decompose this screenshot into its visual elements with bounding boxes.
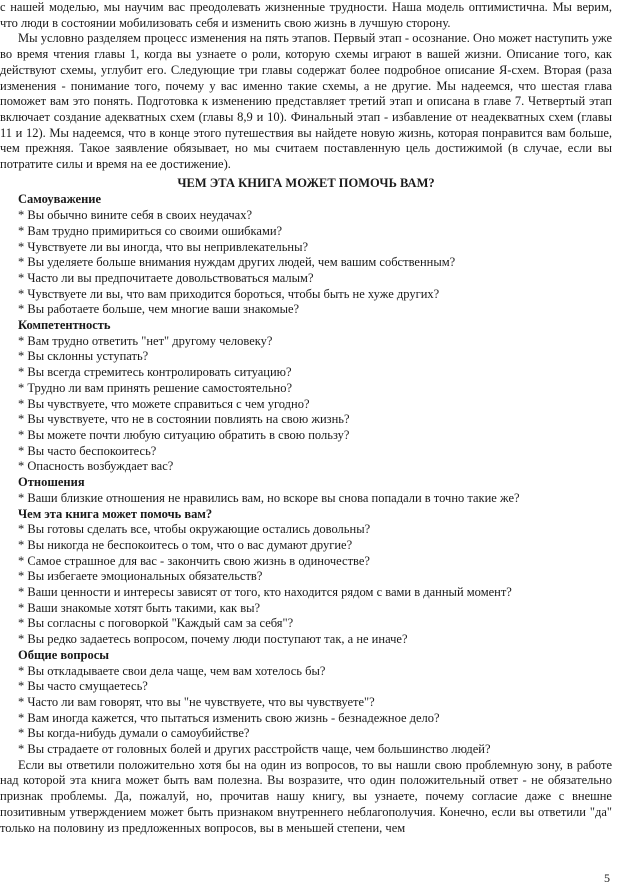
question-item: * Чувствуете ли вы иногда, что вы непривлекательны?: [18, 239, 309, 254]
question-item: * Вы никогда не беспокоитесь о том, что о вас думают другие?: [18, 537, 353, 552]
question-item: * Вы часто смущаетесь?: [18, 679, 148, 694]
closing-paragraph: Если вы ответили положительно хотя бы на один из вопросов, то вы нашли свою проблемную зону, в работе над которой эта книга может быть вам полезна. Вы возразите, что один положительный ответ - не обязательно признак проблемы. Да, пожалуй, но, прочитав нашу книгу, вы узнаете, почему согласие даже с внешне позитивным утверждением может быть признаком внутреннего неблагополучия. Конечно, если вы ответили "да" только на половину из предложенных вопросов, вы в меньшей степени, чем: [0, 757, 612, 835]
question-item: * Самое страшное для вас - закончить свою жизнь в одиночестве?: [18, 553, 370, 568]
question-item: * Ваши ценности и интересы зависят от того, кто находится рядом с вами в данный момент?: [18, 585, 512, 600]
question-item: * Вы избегаете эмоциональных обязательств?: [18, 569, 263, 584]
question-item: * Вы работаете больше, чем многие ваши знакомые?: [18, 302, 300, 317]
question-item: * Часто ли вы предпочитаете довольствоваться малым?: [18, 270, 314, 285]
section-heading: ЧЕМ ЭТА КНИГА МОЖЕТ ПОМОЧЬ ВАМ?: [177, 175, 435, 190]
question-item: * Вы когда-нибудь думали о самоубийстве?: [18, 726, 250, 741]
question-item: * Вы откладываете свои дела чаще, чем вам хотелось бы?: [18, 663, 326, 678]
page-number: 5: [604, 871, 610, 885]
section-title: Самоуважение: [18, 192, 102, 207]
question-item: * Вы можете почти любую ситуацию обратить в свою пользу?: [18, 427, 350, 442]
question-item: * Опасность возбуждает вас?: [18, 459, 174, 474]
intro-paragraph-2: Мы условно разделяем процесс изменения на пять этапов. Первый этап - осознание. Оно может наступить уже во время чтения главы 1, когда вы узнаете о роли, которую схемы играют в вашей жизни. Описание того, как действуют схемы, углубит его. Следующие три главы содержат более подробное описание Я-схем. Вторая (раза изменения - понимание того, почему у вас именно такие схемы, а не другие. Мы надеемся, что шестая глава поможет вам это понять. Подготовка к изменению представляет третий этап и описана в главе 7. Четвертый этап включает создание адекватных схем (главы 8,9 и 10). Финальный этап - избавление от неадекватных схем (главы 11 и 12). Мы надеемся, что в конце этого путешествия вы найдете новую жизнь, которая понравится вам больше, чем прежняя. Такое заявление обязывает, но мы считаем поставленную цель достижимой (в случае, если вы потратите силы и время на ее достижение).: [0, 31, 612, 172]
intro-paragraph-1: с нашей моделью, мы научим вас преодолевать жизненные трудности. Наша модель оптимистична. Мы верим, что люди в состоянии мобилизовать себя и изменить свою жизнь в лучшую сторону.: [0, 0, 612, 30]
section-title: Общие вопросы: [18, 647, 110, 662]
question-item: * Вы редко задаетесь вопросом, почему люди поступают так, а не иначе?: [18, 632, 408, 647]
question-item: * Чувствуете ли вы, что вам приходится бороться, чтобы быть не хуже других?: [18, 286, 440, 301]
question-item: * Часто ли вам говорят, что вы "не чувствуете, что вы чувствуете"?: [18, 694, 375, 709]
section-title: Чем эта книга может помочь вам?: [18, 506, 213, 521]
question-item: * Ваши близкие отношения не нравились вам, но вскоре вы снова попадали в точно такие же?: [18, 490, 520, 505]
question-item: * Вы всегда стремитесь контролировать ситуацию?: [18, 365, 292, 380]
question-sections: [0, 192, 612, 757]
question-item: * Вы уделяете больше внимания нуждам других людей, чем вашим собственным?: [18, 255, 456, 270]
section-title: Компетентность: [18, 318, 111, 333]
question-item: * Вы чувствуете, что не в состоянии повлиять на свою жизнь?: [18, 412, 350, 427]
question-item: * Вам иногда кажется, что пытаться изменить свою жизнь - безнадежное дело?: [18, 710, 440, 725]
question-item: * Вы чувствуете, что можете справиться с чем угодно?: [18, 396, 310, 411]
question-item: * Вы страдаете от головных болей и других расстройств чаще, чем большинство людей?: [18, 742, 491, 757]
section-title: Отношения: [18, 475, 85, 490]
question-item: * Вы часто беспокоитесь?: [18, 443, 157, 458]
question-item: * Ваши знакомые хотят быть такими, как вы?: [18, 600, 261, 615]
question-item: * Вам трудно ответить "нет" другому человеку?: [18, 333, 273, 348]
question-item: * Вы согласны с поговоркой "Каждый сам за себя"?: [18, 616, 294, 631]
question-item: * Вы готовы сделать все, чтобы окружающие остались довольны?: [18, 522, 371, 537]
question-item: * Вы обычно вините себя в своих неудачах?: [18, 208, 253, 223]
question-item: * Трудно ли вам принять решение самостоятельно?: [18, 380, 293, 395]
question-item: * Вы склонны уступать?: [18, 349, 149, 364]
question-item: * Вам трудно примириться со своими ошибками?: [18, 223, 283, 238]
